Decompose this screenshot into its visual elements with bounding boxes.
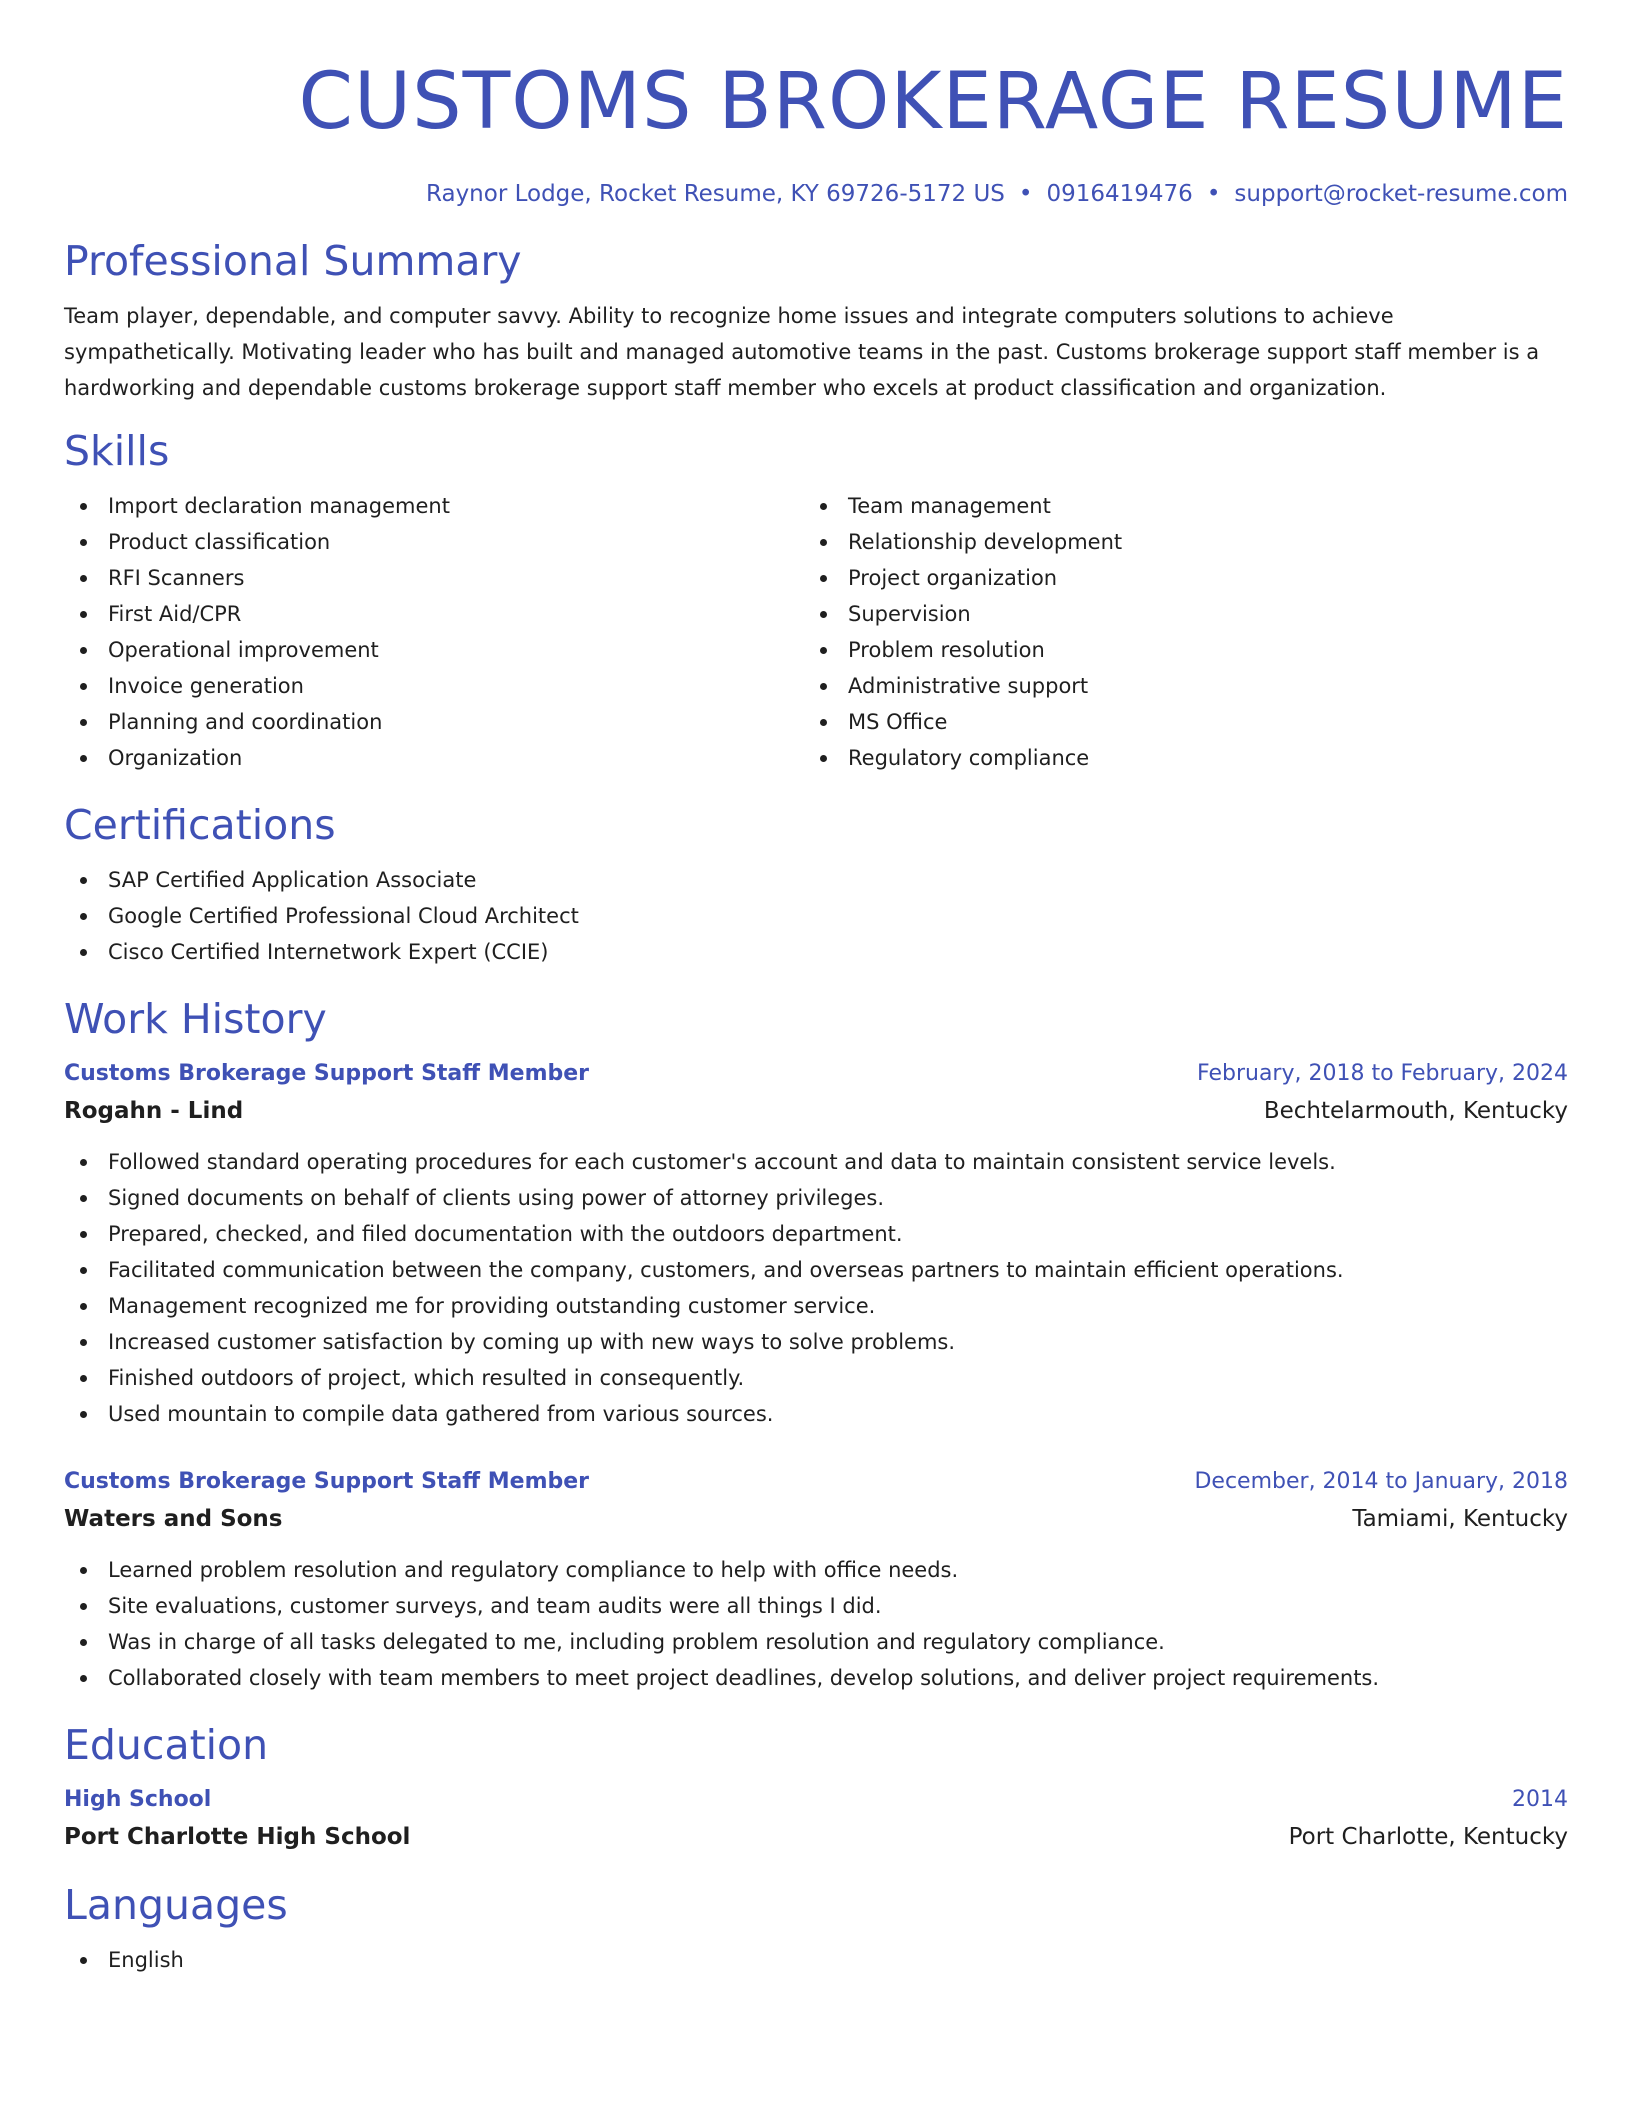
skills-section [64, 426, 1568, 776]
job-dates: December, 2014 to January, 2018 [1194, 1469, 1568, 1494]
skill-item: Project organization [804, 560, 1544, 596]
section-heading-work-history: Work History [64, 995, 327, 1043]
job-employer-row [64, 1500, 1568, 1538]
skill-item: Planning and coordination [64, 704, 804, 740]
education-location: Port Charlotte, Kentucky [1288, 1824, 1568, 1850]
skill-item: Team management [804, 488, 1544, 524]
resume-title: CUSTOMS BROKERAGE RESUME [298, 57, 1568, 147]
certifications-section [64, 800, 1568, 970]
job-duty-item: Management recognized me for providing outstanding customer service. [64, 1288, 1568, 1324]
section-heading-certifications: Certifications [64, 801, 336, 849]
job-dates: February, 2018 to February, 2024 [1197, 1061, 1568, 1086]
job-title: Customs Brokerage Support Staff Member [64, 1469, 590, 1494]
skills-columns [64, 488, 1568, 776]
contact-phone: 0916419476 [1046, 181, 1193, 207]
job-duty-item: Followed standard operating procedures for each customer's account and data to maintain consistent service levels. [64, 1144, 1568, 1180]
job-duty-item: Was in charge of all tasks delegated to me, including problem resolution and regulatory compliance. [64, 1624, 1568, 1660]
certification-item: Cisco Certified Internetwork Expert (CCIE) [64, 934, 1568, 970]
job-entry [64, 1056, 1568, 1432]
skill-item: Operational improvement [64, 632, 804, 668]
job-header-row [64, 1056, 1568, 1092]
job-duty-item: Facilitated communication between the company, customers, and overseas partners to maintain efficient operations. [64, 1252, 1568, 1288]
education-school: Port Charlotte High School [64, 1824, 411, 1850]
job-entry [64, 1464, 1568, 1696]
skill-item: Problem resolution [804, 632, 1544, 668]
skill-item: Regulatory compliance [804, 740, 1544, 776]
job-location: Tamiami, Kentucky [1352, 1506, 1568, 1532]
skill-item: First Aid/CPR [64, 596, 804, 632]
job-duties-list [64, 1552, 1568, 1696]
contact-address: Raynor Lodge, Rocket Resume, KY 69726-5172 US [426, 181, 1005, 207]
skills-list-right [804, 488, 1544, 776]
skill-item: Invoice generation [64, 668, 804, 704]
languages-list [64, 1942, 1568, 1978]
education-entry [64, 1782, 1568, 1856]
job-header-row [64, 1464, 1568, 1500]
section-heading-education: Education [64, 1721, 269, 1769]
languages-section [64, 1880, 1568, 1978]
skill-item: Administrative support [804, 668, 1544, 704]
summary-text: Team player, dependable, and computer savvy. Ability to recognize home issues and integrate computers solutions to achieve sympathetically. Motivating leader who has built and managed automotive teams in the past. Customs brokerage support staff member is a hardworking and dependable customs brokerage support staff member who excels at product classification and organization. [64, 304, 1540, 400]
skill-item: Relationship development [804, 524, 1544, 560]
job-duty-item: Finished outdoors of project, which resulted in consequently. [64, 1360, 1568, 1396]
summary-section [64, 236, 1568, 406]
education-year: 2014 [1512, 1787, 1568, 1812]
skill-item: RFI Scanners [64, 560, 804, 596]
job-duty-item: Prepared, checked, and filed documentation with the outdoors department. [64, 1216, 1568, 1252]
section-heading-languages: Languages [64, 1881, 288, 1929]
contact-separator: • [1018, 181, 1033, 207]
job-location: Bechtelarmouth, Kentucky [1263, 1098, 1568, 1124]
job-duty-item: Site evaluations, customer surveys, and team audits were all things I did. [64, 1588, 1568, 1624]
education-section [64, 1720, 1568, 1856]
job-duty-item: Signed documents on behalf of clients using power of attorney privileges. [64, 1180, 1568, 1216]
job-title: Customs Brokerage Support Staff Member [64, 1061, 590, 1086]
job-duties-list [64, 1144, 1568, 1432]
certification-item: SAP Certified Application Associate [64, 862, 1568, 898]
skill-item: Organization [64, 740, 804, 776]
contact-email: support@rocket-resume.com [1234, 181, 1568, 207]
certification-item: Google Certified Professional Cloud Architect [64, 898, 1568, 934]
contact-line [64, 178, 1568, 210]
job-duty-item: Learned problem resolution and regulatory compliance to help with office needs. [64, 1552, 1568, 1588]
job-employer: Waters and Sons [64, 1506, 283, 1532]
education-degree: High School [64, 1787, 212, 1812]
job-employer: Rogahn - Lind [64, 1098, 244, 1124]
skills-list-left [64, 488, 804, 776]
education-header-row [64, 1782, 1568, 1818]
skill-item: Product classification [64, 524, 804, 560]
job-employer-row [64, 1092, 1568, 1130]
job-duty-item: Collaborated closely with team members to meet project deadlines, develop solutions, and deliver project requirements. [64, 1660, 1568, 1696]
skill-item: Supervision [804, 596, 1544, 632]
contact-separator: • [1206, 181, 1221, 207]
job-duty-item: Used mountain to compile data gathered from various sources. [64, 1396, 1568, 1432]
language-item: English [64, 1942, 1568, 1978]
certifications-list [64, 862, 1568, 970]
work-history-section [64, 994, 1568, 1696]
skill-item: MS Office [804, 704, 1544, 740]
job-duty-item: Increased customer satisfaction by coming up with new ways to solve problems. [64, 1324, 1568, 1360]
education-school-row [64, 1818, 1568, 1856]
skill-item: Import declaration management [64, 488, 804, 524]
section-heading-summary: Professional Summary [64, 237, 522, 285]
section-heading-skills: Skills [64, 427, 170, 475]
